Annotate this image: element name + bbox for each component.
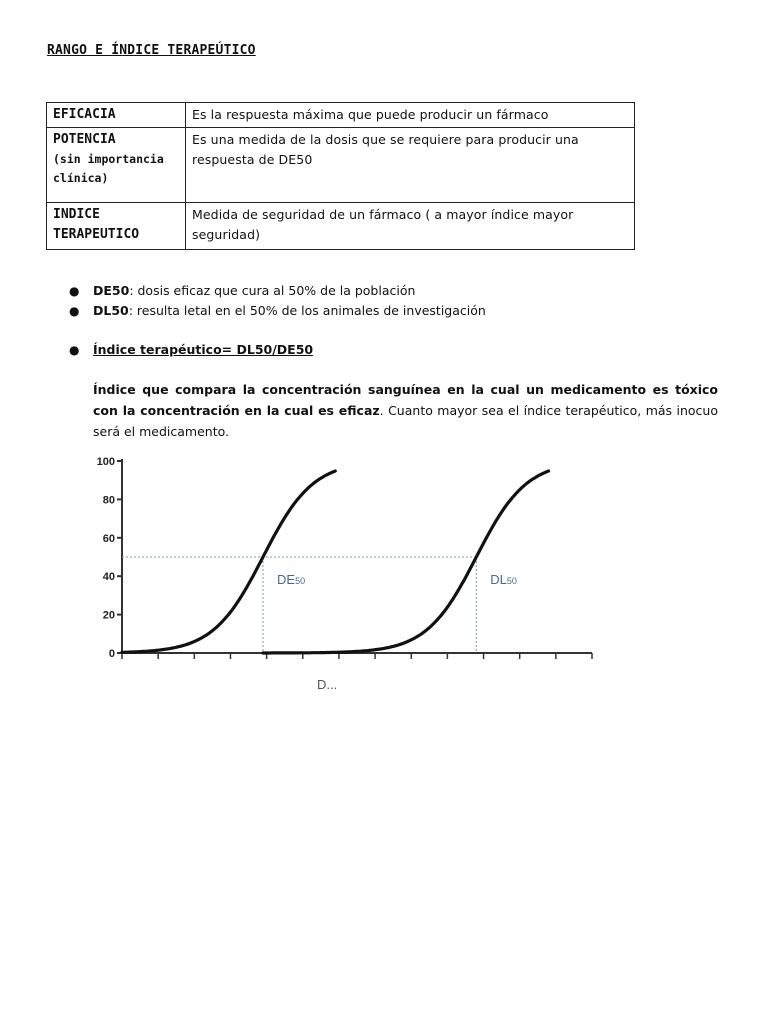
bullet-text: : resulta letal en el 50% de los animales de investigación: [128, 303, 486, 318]
term-label: EFICACIA: [53, 107, 116, 122]
x-axis-label: D...: [317, 677, 338, 690]
term-cell: [47, 203, 186, 250]
description-cell: Es una medida de la dosis que se requiere para producir una respuesta de DE50: [186, 128, 635, 203]
curve-de50: [122, 471, 335, 652]
y-tick-label: 80: [102, 494, 115, 507]
term-label: INDICE TERAPEUTICO: [53, 207, 140, 242]
page-title: RANGO E ÍNDICE TERAPEÚTICO: [47, 43, 256, 58]
list-item: [66, 301, 486, 321]
bullet-icon: ●: [69, 304, 80, 318]
bullet-term: DE50: [93, 283, 130, 298]
table-row: [47, 203, 635, 250]
reference-lines: [122, 557, 476, 653]
annotation-dl50: DL50: [490, 572, 517, 587]
indice-heading: [66, 340, 313, 360]
y-tick-label: 100: [96, 456, 115, 468]
definitions-table: [46, 102, 635, 250]
chart-series: [122, 471, 549, 653]
term-label: POTENCIA: [53, 132, 116, 147]
curve-dl50: [263, 471, 549, 653]
bullet-icon: ●: [69, 284, 80, 298]
indice-paragraph: [93, 379, 718, 442]
list-item: [66, 340, 313, 360]
term-cell: [47, 103, 186, 128]
paragraph-bold: Índice que compara la concentración sanguínea en la cual un medicamento es tóxico con la concentración en la cual es eficaz: [93, 382, 718, 418]
description-cell: Es la respuesta máxima que puede producir un fármaco: [186, 103, 635, 128]
bullet-text: : dosis eficaz que cura al 50% de la población: [129, 283, 416, 298]
list-item: [66, 281, 486, 301]
annotation-de50: DE50: [277, 572, 306, 587]
description-cell: Medida de seguridad de un fármaco ( a mayor índice mayor seguridad): [186, 203, 635, 250]
term-cell: [47, 128, 186, 203]
table-row: [47, 128, 635, 203]
term-note: (sin importancia clínica): [53, 152, 164, 185]
indice-label: Índice terapéutico= DL50/DE50: [93, 342, 314, 357]
table-row: [47, 103, 635, 128]
bullet-icon: ●: [69, 343, 80, 357]
bullet-list: [66, 281, 486, 321]
dose-response-chart: [82, 450, 602, 690]
paragraph-text: . Cuanto mayor sea el índice terapéutico, más inocuo será el medicamento.: [93, 403, 718, 439]
y-tick-label: 20: [102, 609, 115, 622]
y-tick-label: 40: [102, 571, 115, 584]
bullet-term: DL50: [93, 303, 129, 318]
y-tick-label: 0: [108, 648, 115, 660]
y-tick-label: 60: [102, 532, 115, 545]
